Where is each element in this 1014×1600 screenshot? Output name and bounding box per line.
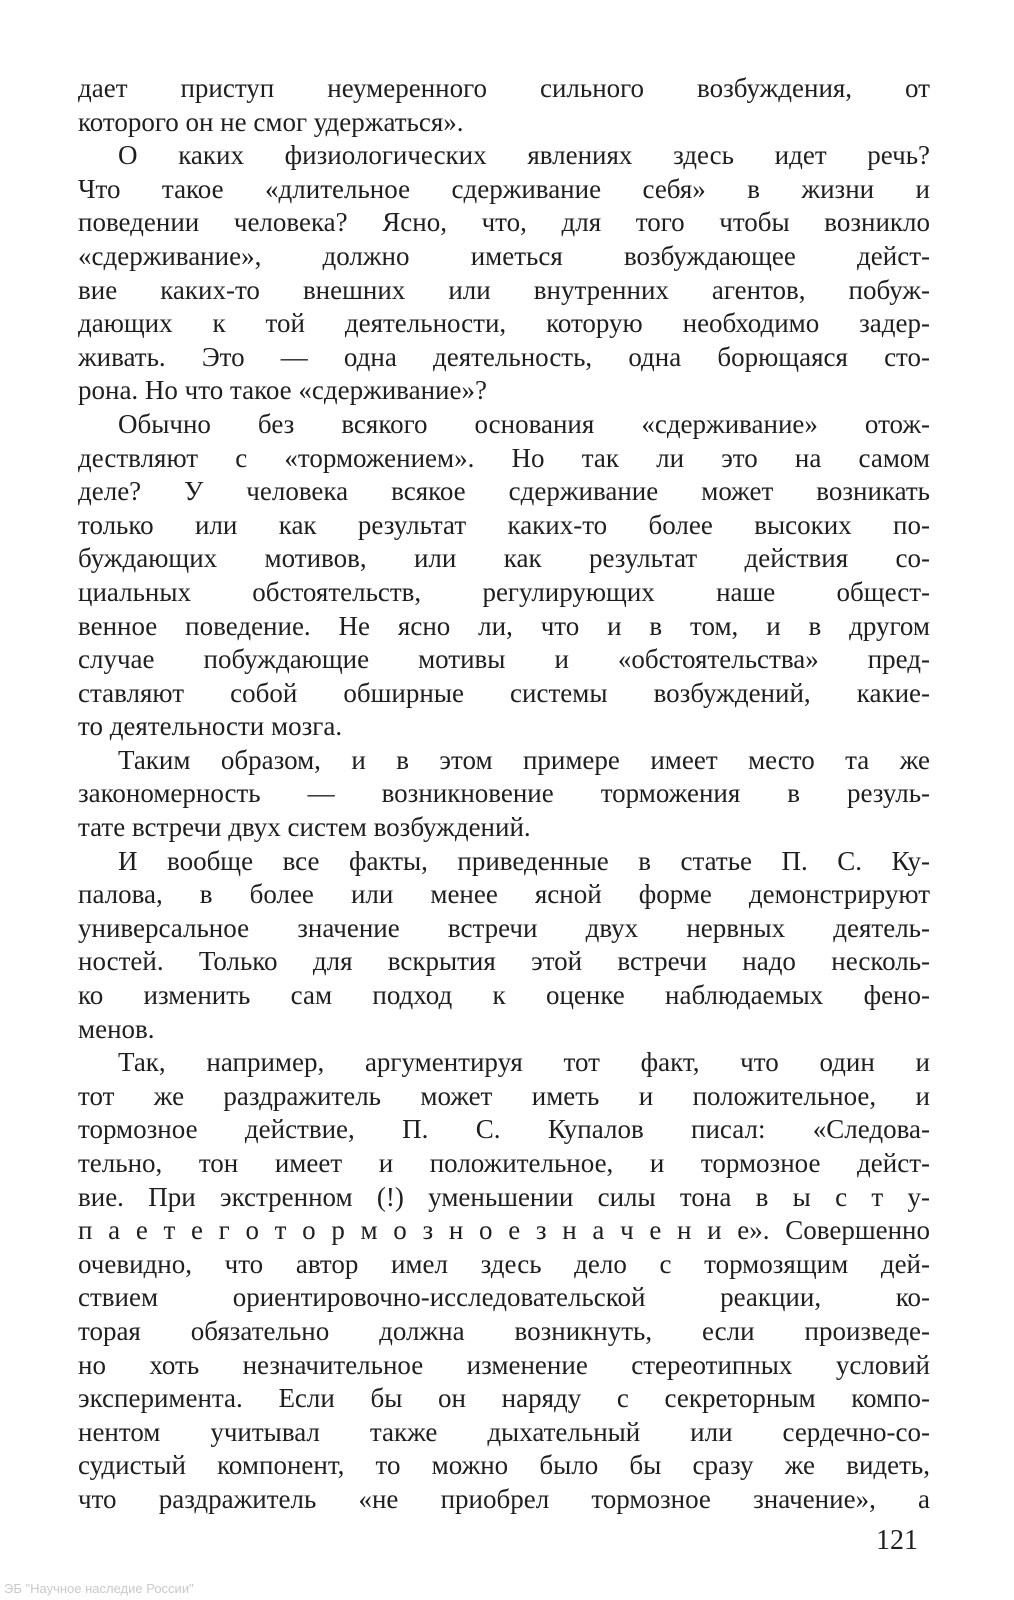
text-line: ставляют собой обширные системы возбуждений, какие- <box>78 677 930 708</box>
text-line: деле? У человека всякое сдерживание может возникать <box>78 476 930 507</box>
watermark: ЭБ "Научное наследие России" <box>4 1581 194 1596</box>
text-line: тормозное действие, П. С. Купалов писал: «Следова- <box>78 1114 930 1145</box>
text-line: п а е т е г о т о р м о з н о е з н а ч е н и е». Совершенно <box>78 1215 930 1246</box>
text-line: дествляют с «торможением». Но так ли это на самом <box>78 442 930 473</box>
text-line: Так, например, аргументируя тот факт, что один и <box>118 1047 930 1078</box>
text-line: «сдерживание», должно иметься возбуждающее дейст- <box>78 240 930 271</box>
text-line: очевидно, что автор имел здесь дело с тормозящим дей- <box>78 1248 930 1279</box>
text-line: универсальное значение встречи двух нервных деятель- <box>78 912 930 943</box>
text-line: И вообще все факты, приведенные в статье П. С. Ку- <box>118 845 930 876</box>
text-line: то деятельности мозга. <box>78 711 343 742</box>
text-line: которого он не смог удержаться». <box>78 106 464 137</box>
text-line: ностей. Только для вскрытия этой встречи надо несколь- <box>78 946 930 977</box>
text-line: менов. <box>78 1013 155 1044</box>
text-line: циальных обстоятельств, регулирующих наше общест- <box>78 576 930 607</box>
text-line: дает приступ неумеренного сильного возбуждения, от <box>78 73 930 103</box>
page-number: 121 <box>876 1525 918 1556</box>
text-line: Что такое «длительное сдерживание себя» в жизни и <box>78 173 930 204</box>
page-body <box>78 72 930 1517</box>
text-line: вие. При экстренном (!) уменьшении силы тона в ы с т у- <box>78 1181 930 1212</box>
text-line: палова, в более или менее ясной форме демонстрируют <box>78 879 930 910</box>
text-line: живать. Это — одна деятельность, одна борющаяся сто- <box>78 341 930 372</box>
text-line: эксперимента. Если бы он наряду с секреторным компо- <box>78 1383 930 1414</box>
text-line: тате встречи двух систем возбуждений. <box>78 812 531 843</box>
text-line: рона. Но что такое «сдерживание»? <box>78 375 487 406</box>
text-line: только или как результат каких-то более высоких по- <box>78 509 930 540</box>
text-line: случае побуждающие мотивы и «обстоятельства» пред- <box>78 644 930 675</box>
text-line: вие каких-то внешних или внутренних агентов, побуж- <box>78 274 930 305</box>
text-line: закономерность — возникновение торможения в резуль- <box>78 778 930 809</box>
text-line: что раздражитель «не приобрел тормозное значение», а <box>78 1483 930 1514</box>
text-line: нентом учитывал также дыхательный или сердечно-со- <box>78 1416 930 1447</box>
text-line: Таким образом, и в этом примере имеет место та же <box>118 744 930 775</box>
text-line: тельно, тон имеет и положительное, и тормозное дейст- <box>78 1148 930 1178</box>
text-line: венное поведение. Не ясно ли, что и в том, и в другом <box>78 610 930 641</box>
text-line: торая обязательно должна возникнуть, если произведе- <box>78 1315 930 1346</box>
text-line: но хоть незначительное изменение стереотипных условий <box>78 1349 930 1380</box>
text-line: буждающих мотивов, или как результат действия со- <box>78 543 930 574</box>
text-line: ствием ориентировочно-исследовательской реакции, ко- <box>78 1282 930 1313</box>
text-line: ко изменить сам подход к оценке наблюдаемых фено- <box>78 980 930 1011</box>
text-line: О каких физиологических явлениях здесь идет речь? <box>118 140 930 171</box>
text-line: поведении человека? Ясно, что, для того чтобы возникло <box>78 207 930 238</box>
text-line: Обычно без всякого основания «сдерживание» отож- <box>118 408 930 439</box>
text-line: судистый компонент, то можно было бы сразу же видеть, <box>78 1450 930 1481</box>
text-line: тот же раздражитель может иметь и положительное, и <box>78 1080 930 1111</box>
text-line: дающих к той деятельности, которую необходимо задер- <box>78 308 930 339</box>
